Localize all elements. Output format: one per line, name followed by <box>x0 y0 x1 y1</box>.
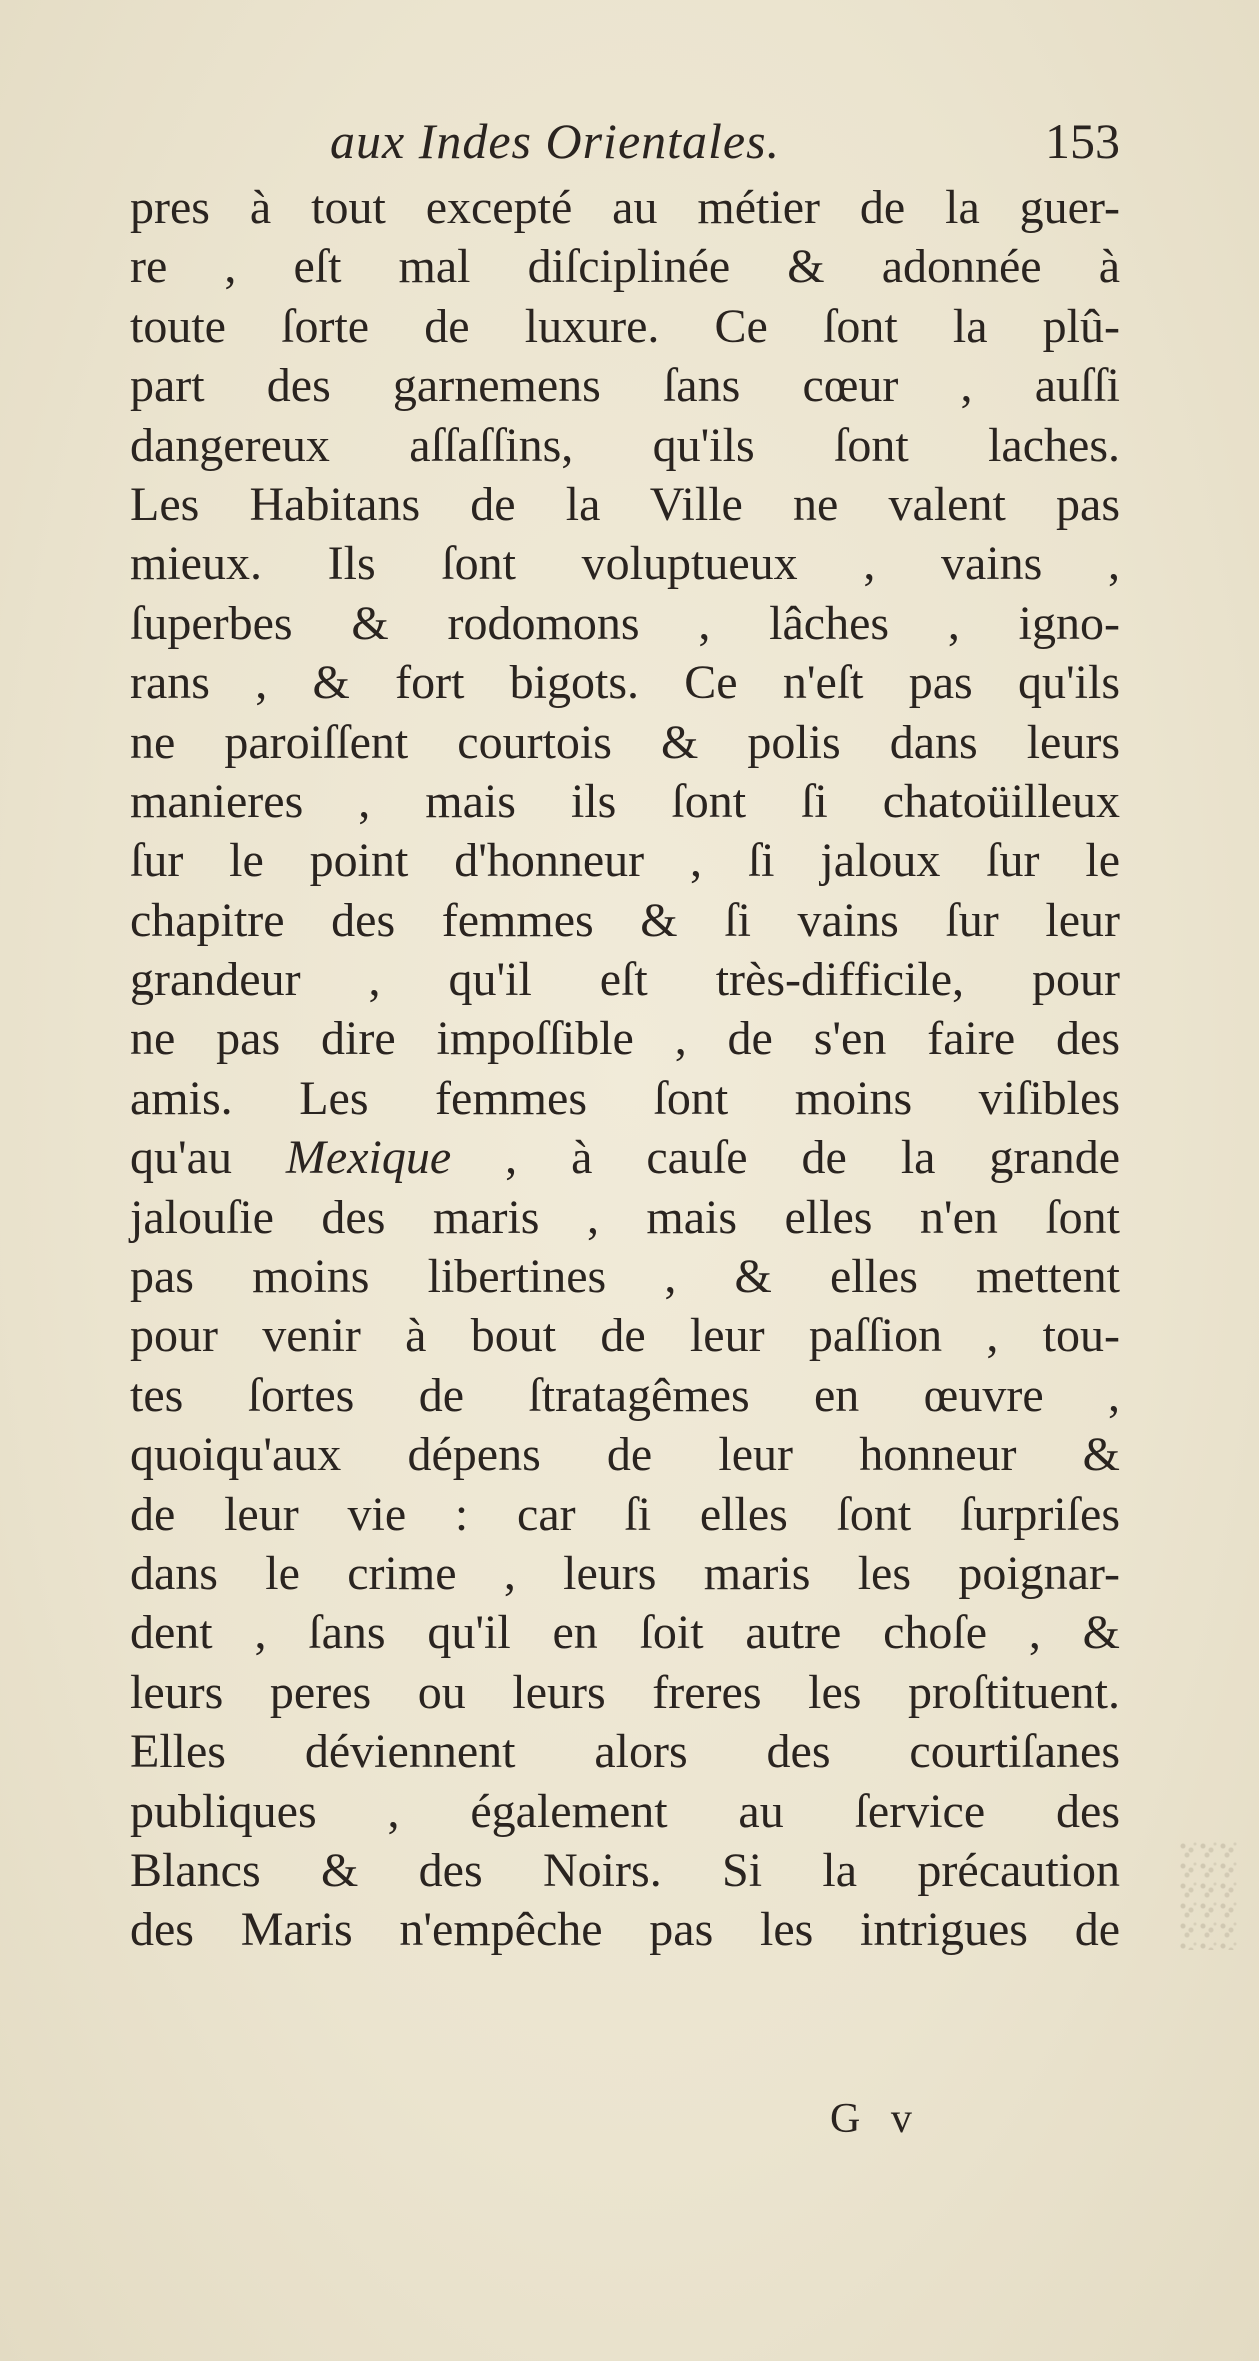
text-line: pres à tout excepté au métier de la guer- <box>130 181 1120 234</box>
text-line: quoiqu'aux dépens de leur honneur & <box>130 1428 1120 1482</box>
text-line: dans le crime , leurs maris les poignar- <box>130 1546 1120 1600</box>
text-line: leurs peres ou leurs freres les proſtituent. <box>130 1665 1120 1719</box>
text-line: ſur le point d'honneur , ſi jaloux ſur le <box>130 834 1120 888</box>
text-line: dent , ſans qu'il en ſoit autre choſe , & <box>130 1606 1120 1660</box>
text-line: toute ſorte de luxure. Ce ſont la plû- <box>130 299 1120 353</box>
text-line: manieres , mais ils ſont ſi chatoüilleux <box>130 774 1120 828</box>
running-title: aux Indes Orientales. <box>330 113 781 169</box>
italic-word: Mexique <box>285 1131 452 1185</box>
text-line: part des garnemens ſans cœur , auſſi <box>130 359 1120 413</box>
text-line: Elles déviennent alors des courtiſanes <box>130 1725 1120 1779</box>
text-line: amis. Les femmes ſont moins viſibles <box>130 1071 1120 1125</box>
text-line: qu'au Mexique , à cauſe de la grande <box>130 1131 1121 1185</box>
text-line: rans , & fort bigots. Ce n'eſt pas qu'ils <box>130 656 1120 710</box>
signature-mark: G v <box>830 2096 922 2142</box>
paper-speckle <box>1179 1840 1239 1950</box>
text-line: jalouſie des maris , mais elles n'en ſont <box>130 1190 1120 1244</box>
text-line: des Maris n'empêche pas les intrigues de <box>130 1903 1120 1957</box>
text-line: ne pas dire impoſſible , de s'en faire des <box>130 1012 1120 1066</box>
page-header <box>130 112 1120 182</box>
text-line: pour venir à bout de leur paſſion , tou- <box>130 1309 1120 1363</box>
body-text <box>130 178 1120 1960</box>
text-line: Les Habitans de la Ville ne valent pas <box>130 477 1120 531</box>
text-line: pas moins libertines , & elles mettent <box>130 1250 1120 1304</box>
page-number: 153 <box>1045 113 1120 169</box>
text-line: mieux. Ils ſont voluptueux , vains , <box>130 537 1120 591</box>
text-line: ne paroiſſent courtois & polis dans leurs <box>130 715 1120 769</box>
text-line: Blancs & des Noirs. Si la précaution <box>130 1843 1120 1897</box>
text-line: grandeur , qu'il eſt très-difficile, pour <box>130 953 1120 1007</box>
text-line: dangereux aſſaſſins, qu'ils ſont laches. <box>130 418 1120 472</box>
text-line: tes ſortes de ſtratagêmes en œuvre , <box>130 1368 1120 1422</box>
text-line: chapitre des femmes & ſi vains ſur leur <box>130 893 1120 947</box>
text-line: ſuperbes & rodomons , lâches , igno- <box>130 596 1120 650</box>
text-line: publiques , également au ſervice des <box>130 1784 1120 1838</box>
text-line: de leur vie : car ſi elles ſont ſurpriſes <box>130 1487 1120 1541</box>
text-line: re , eſt mal diſciplinée & adonnée à <box>130 240 1120 294</box>
